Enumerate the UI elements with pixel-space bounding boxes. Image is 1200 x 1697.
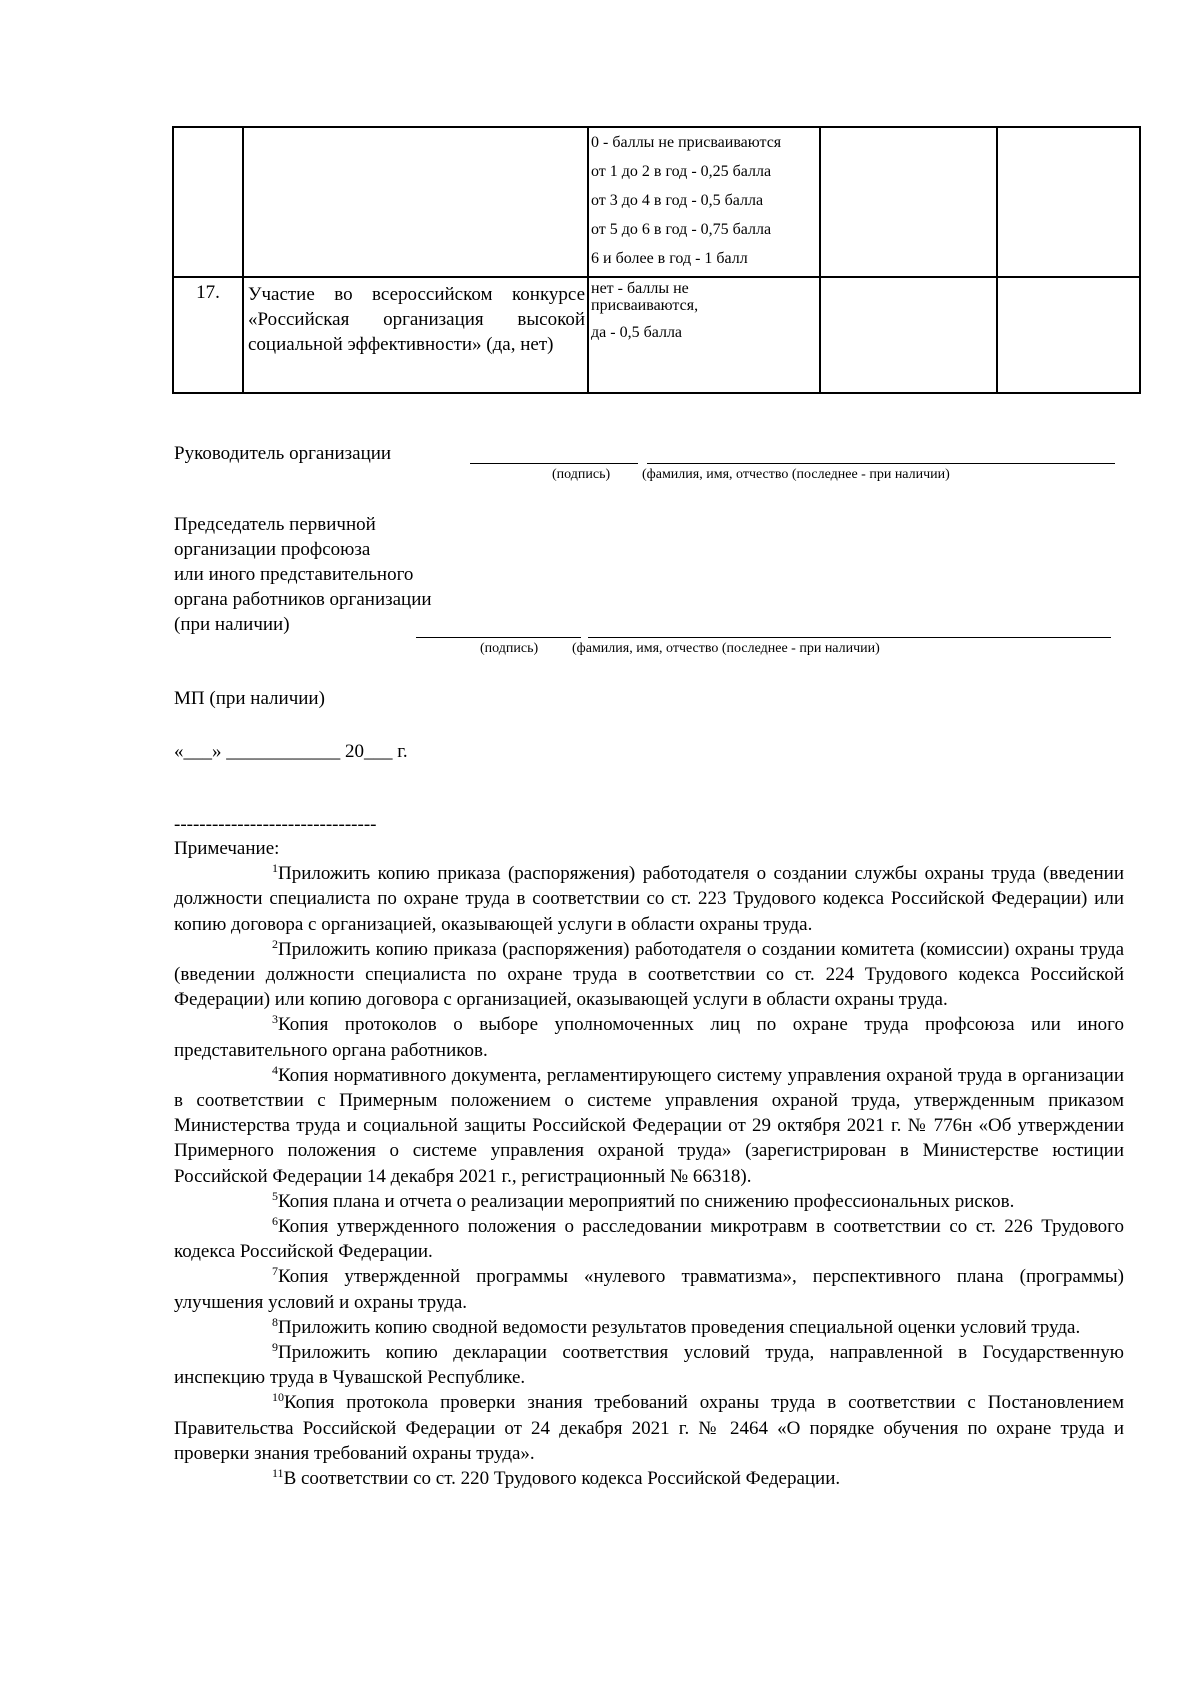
criteria-line: от 3 до 4 в год - 0,5 балла: [591, 192, 764, 209]
criteria-line: 0 - баллы не присваиваются: [591, 134, 782, 151]
chair-signature-line[interactable]: [416, 637, 581, 638]
chair-name-line[interactable]: [588, 637, 1111, 638]
notes-title: Примечание:: [174, 838, 280, 859]
criteria-table: [172, 126, 1141, 394]
chair-label-line: Председатель первичной: [174, 514, 376, 535]
table-cell-empty: [820, 127, 997, 277]
chair-caption-name: (фамилия, имя, отчество (последнее - при наличии): [572, 641, 880, 656]
footnote-number: 11: [272, 1466, 284, 1481]
footnote: [174, 1340, 1124, 1390]
footnote-number: 2: [272, 936, 278, 951]
table-cell-empty: [997, 277, 1140, 393]
footnote-number: 8: [272, 1314, 278, 1329]
indicator-text: Участие во всероссийском конкурсе «Российская организация высокой социальной эффективности» (да, нет): [248, 284, 585, 355]
notes-section: [174, 836, 1124, 1491]
head-caption-name: (фамилия, имя, отчество (последнее - при наличии): [642, 467, 950, 482]
footnote-number: 7: [272, 1264, 278, 1279]
criteria-line: от 1 до 2 в год - 0,25 балла: [591, 163, 772, 180]
chair-caption-sign: (подпись): [480, 641, 539, 656]
footnote-separator: --------------------------------: [174, 814, 377, 835]
head-name-line[interactable]: [647, 463, 1115, 464]
footnote-text: Копия протокола проверки знания требований охраны труда в соответствии с Постановлением Правительства Российской Федерации от 24 декабря 2021 г. № 2464 «О порядке обучения по охране труда и проверки знания требований охраны труда».: [174, 1392, 1124, 1464]
footnote-number: 6: [272, 1214, 278, 1229]
footnote-number: 4: [272, 1062, 278, 1077]
head-signature-line[interactable]: [470, 463, 638, 464]
footnote-text: Копия утвержденной программы «нулевого травматизма», перспективного плана (программы) улучшения условий и охраны труда.: [174, 1266, 1124, 1313]
table-cell-empty: [997, 127, 1140, 277]
footnote: [174, 1063, 1124, 1189]
footnote: [174, 1214, 1124, 1264]
footnote-text: Приложить копию декларации соответствия условий труда, направленной в Государственную инспекцию труда в Чувашской Республике.: [174, 1342, 1124, 1389]
head-caption-sign: (подпись): [552, 467, 611, 482]
footnote-text: В соответствии со ст. 220 Трудового кодекса Российской Федерации.: [283, 1468, 841, 1490]
criteria-yes: да - 0,5 балла: [591, 324, 683, 341]
footnote: [174, 1189, 1124, 1214]
table-row: [173, 277, 1140, 393]
stamp-label: МП (при наличии): [174, 688, 325, 709]
table-cell-criteria: [588, 127, 820, 277]
table-row: [173, 127, 1140, 277]
table-cell-empty: [820, 277, 997, 393]
footnote-text: Копия плана и отчета о реализации мероприятий по снижению профессиональных рисков.: [278, 1190, 1015, 1212]
footnote-number: 9: [272, 1340, 278, 1355]
chair-label: [174, 512, 432, 637]
table-cell-criteria: [588, 277, 820, 393]
footnote: [174, 1264, 1124, 1314]
footnote: [174, 1315, 1124, 1340]
criteria-line: от 5 до 6 в год - 0,75 балла: [591, 221, 772, 238]
criteria-no: нет - баллы не присваиваются,: [591, 280, 699, 314]
chair-label-line: (при наличии): [174, 614, 290, 635]
date-line: «___» ____________ 20___ г.: [174, 741, 408, 762]
criteria-line: 6 и более в год - 1 балл: [591, 250, 748, 267]
footnote-number: 1: [272, 861, 278, 876]
footnote-number: 3: [272, 1012, 278, 1027]
footnote-text: Копия протоколов о выборе уполномоченных лиц по охране труда профсоюза или иного представительного органа работников.: [174, 1014, 1124, 1061]
chair-label-line: органа работников организации: [174, 589, 432, 610]
footnote-text: Копия утвержденного положения о расследовании микротравм в соответствии со ст. 226 Трудового кодекса Российской Федерации.: [174, 1216, 1124, 1263]
footnote-number: 5: [272, 1188, 278, 1203]
footnote-text: Приложить копию приказа (распоряжения) работодателя о создании службы охраны труда (введении должности специалиста по охране труда в соответствии со ст. 223 Трудового кодекса Российской Федерации) или копию договора с организацией, оказывающей услуги в области охраны труда.: [174, 863, 1124, 935]
footnote: [174, 937, 1124, 1013]
footnote: [174, 1390, 1124, 1466]
chair-label-line: организации профсоюза: [174, 539, 371, 560]
chair-label-line: или иного представительного: [174, 564, 414, 585]
table-cell-number: [173, 277, 243, 393]
table-cell-indicator: [243, 127, 588, 277]
footnote: [174, 1012, 1124, 1062]
footnote-text: Копия нормативного документа, регламентирующего систему управления охраной труда в организации в соответствии с Примерным положением о системе управления охраной труда, утвержденным приказом Министерства труда и социальной защиты Российской Федерации от 29 октября 2021 г. № 776н «Об утверждении Примерного положения о системе управления охраной труда» (зарегистрирован в Министерстве юстиции Российской Федерации 14 декабря 2021 г., регистрационный № 66318).: [174, 1064, 1124, 1187]
footnote-text: Приложить копию сводной ведомости результатов проведения специальной оценки условий труда.: [278, 1316, 1081, 1338]
footnote-number: 10: [272, 1390, 284, 1405]
footnote: [174, 861, 1124, 937]
table-cell-indicator: [243, 277, 588, 393]
footnote-text: Приложить копию приказа (распоряжения) работодателя о создании комитета (комиссии) охраны труда (введении должности специалиста по охране труда в соответствии со ст. 224 Трудового кодекса Российской Федерации) или копию договора с организацией, оказывающей услуги в области охраны труда.: [174, 938, 1124, 1011]
head-label: Руководитель организации: [174, 443, 392, 464]
row-number: 17.: [196, 282, 220, 303]
table-cell-number: [173, 127, 243, 277]
footnote: [174, 1466, 1124, 1491]
